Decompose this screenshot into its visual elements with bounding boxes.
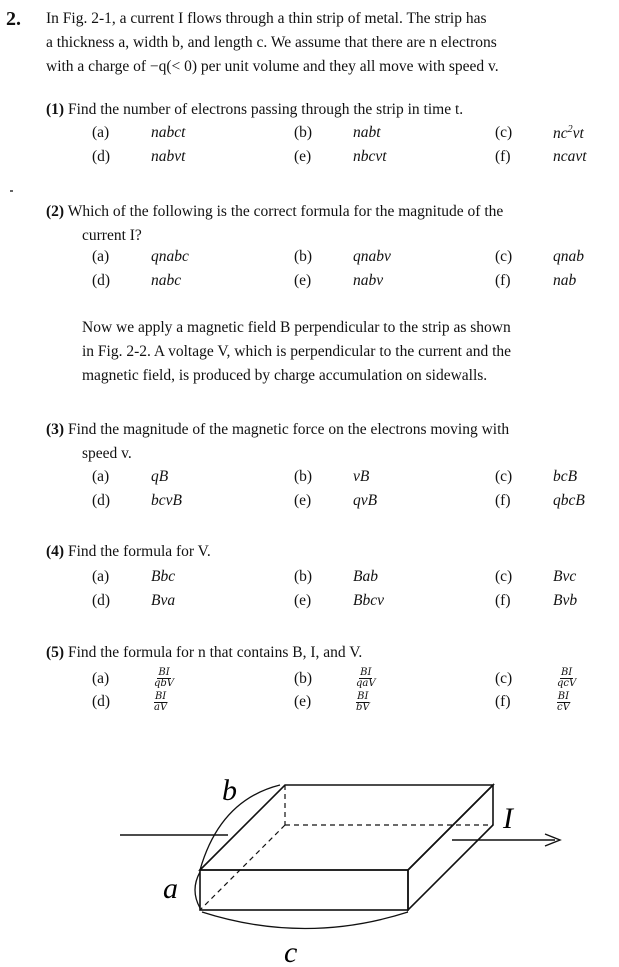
intro-line: a thickness a, width b, and length c. We assume that there are n electrons xyxy=(46,34,497,51)
option-value: nabct xyxy=(151,124,186,141)
option-value: Bvc xyxy=(553,568,577,585)
option-fraction: $\frac{BI}{aV}$ xyxy=(154,691,168,713)
option-label: (f) xyxy=(495,148,511,165)
dimension-arc-c xyxy=(202,912,408,929)
option-value: Bvb xyxy=(553,592,578,609)
question-number: (5) xyxy=(46,644,65,661)
paragraph-line: magnetic field, is produced by charge accumulation on sidewalls. xyxy=(82,367,488,384)
question-1 xyxy=(46,98,463,122)
strip-front-face xyxy=(200,870,408,910)
question-number: (3) xyxy=(46,421,65,438)
question-text: Which of the following is the correct formula for the magnitude of the xyxy=(67,203,504,220)
strip-figure xyxy=(0,760,619,967)
option-label: (c) xyxy=(495,568,513,585)
option-label: (a) xyxy=(92,670,110,687)
problem-number: 2. xyxy=(6,8,21,30)
label-a: a xyxy=(163,872,178,905)
option-value: bcB xyxy=(553,468,578,485)
option-label: (e) xyxy=(294,693,312,710)
option-value: nabvt xyxy=(151,148,186,165)
option-fraction: $\frac{BI}{bV}$ xyxy=(356,691,370,713)
intro-line: In Fig. 2-1, a current I flows through a thin strip of metal. The strip has xyxy=(46,10,487,27)
option-value: bcvB xyxy=(151,492,182,509)
option-label: (a) xyxy=(92,568,110,585)
label-c: c xyxy=(284,936,298,967)
option-fraction: BI qbV xyxy=(154,667,175,689)
option-label: (a) xyxy=(92,468,110,485)
option-fraction: BI qaV xyxy=(356,667,376,689)
option-label: (a) xyxy=(92,124,110,141)
question-text: Find the formula for n that contains B, I, and V. xyxy=(67,644,363,661)
option-value: qbcB xyxy=(553,492,585,509)
option-label: (e) xyxy=(294,492,312,509)
paragraph-line: Now we apply a magnetic field B perpendicular to the strip as shown xyxy=(82,319,511,336)
paragraph-line: in Fig. 2-2. A voltage V, which is perpendicular to the current and the xyxy=(82,343,512,360)
option-value: nabv xyxy=(353,272,384,289)
question-number: (4) xyxy=(46,543,65,560)
option-label: (e) xyxy=(294,272,312,289)
option-label: (d) xyxy=(92,148,111,165)
label-current: I xyxy=(503,802,513,835)
option-value: Bbc xyxy=(151,568,176,585)
option-label: (d) xyxy=(92,693,111,710)
option-value: $nc^2vt$ xyxy=(553,124,584,143)
option-value: ncavt xyxy=(553,148,587,165)
question-2-options xyxy=(0,248,619,296)
option-value: nab xyxy=(553,272,577,289)
question-2 xyxy=(46,200,616,248)
option-value: qnab xyxy=(553,248,584,265)
option-label: (b) xyxy=(294,248,313,265)
margin-dot xyxy=(10,190,13,192)
question-text: speed v. xyxy=(82,445,132,462)
question-4-options xyxy=(0,568,619,616)
field-paragraph xyxy=(82,316,617,388)
option-value: Bbcv xyxy=(353,592,384,609)
question-text: Find the magnitude of the magnetic force on the electrons moving with xyxy=(67,421,510,438)
option-value: Bab xyxy=(353,568,378,585)
option-label: (c) xyxy=(495,670,513,687)
option-label: (f) xyxy=(495,272,511,289)
question-3 xyxy=(46,418,616,466)
question-text: current I? xyxy=(82,227,142,244)
question-text: Find the formula for V. xyxy=(67,543,211,560)
question-4 xyxy=(46,540,211,564)
intro-line: with a charge of −q(< 0) per unit volume and they all move with speed v. xyxy=(46,58,499,75)
option-label: (c) xyxy=(495,468,513,485)
option-fraction: BI qcV xyxy=(557,667,577,689)
question-1-options xyxy=(0,124,619,172)
option-label: (f) xyxy=(495,492,511,509)
option-label: (f) xyxy=(495,592,511,609)
strip-right-face xyxy=(408,785,493,910)
option-value: nabc xyxy=(151,272,182,289)
option-value: qnabc xyxy=(151,248,189,265)
option-label: (b) xyxy=(294,124,313,141)
option-label: (b) xyxy=(294,468,313,485)
option-label: (e) xyxy=(294,592,312,609)
option-label: (b) xyxy=(294,568,313,585)
option-value: nabt xyxy=(353,124,381,141)
option-label: (c) xyxy=(495,248,513,265)
option-label: (a) xyxy=(92,248,110,265)
option-label: (f) xyxy=(495,693,511,710)
option-label: (e) xyxy=(294,148,312,165)
question-number: (2) xyxy=(46,203,65,220)
question-5-options xyxy=(0,668,619,718)
option-label: (d) xyxy=(92,272,111,289)
option-label: (d) xyxy=(92,492,111,509)
intro-paragraph xyxy=(46,7,616,79)
option-value: vB xyxy=(353,468,370,485)
option-value: qB xyxy=(151,468,169,485)
option-value: qnabv xyxy=(353,248,391,265)
option-value: qvB xyxy=(353,492,378,509)
option-label: (b) xyxy=(294,670,313,687)
question-text: Find the number of electrons passing through the strip in time t. xyxy=(67,101,464,118)
question-5 xyxy=(46,641,362,665)
option-value: nbcvt xyxy=(353,148,387,165)
question-number: (1) xyxy=(46,101,65,118)
option-fraction: $\frac{BI}{cV}$ xyxy=(557,691,570,713)
option-value: Bva xyxy=(151,592,176,609)
label-b: b xyxy=(222,774,237,807)
strip-top-face xyxy=(200,785,493,870)
option-label: (c) xyxy=(495,124,513,141)
option-label: (d) xyxy=(92,592,111,609)
question-3-options xyxy=(0,468,619,516)
